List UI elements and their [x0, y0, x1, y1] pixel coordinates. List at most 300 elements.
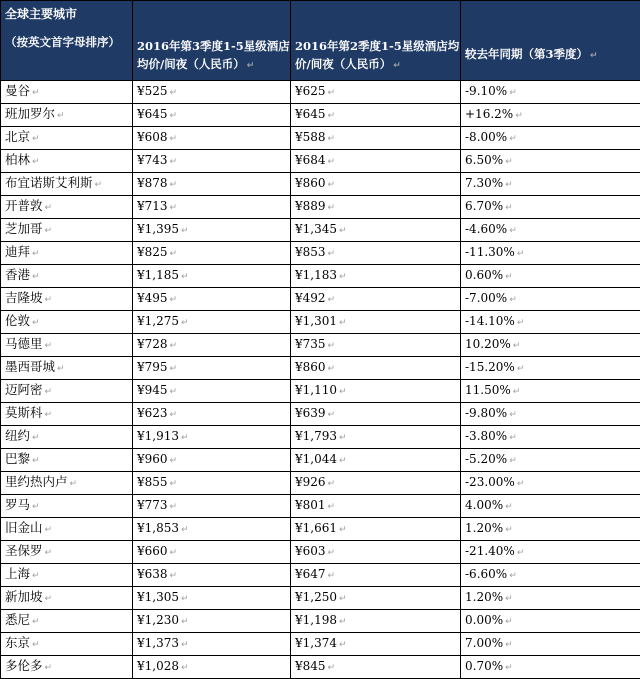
cell-q3-price	[133, 541, 291, 564]
paragraph-mark-icon: ↵	[170, 364, 178, 374]
header-q2-2016	[291, 1, 461, 81]
cell-q2-price	[291, 403, 461, 426]
cell-city-text: 上海	[5, 566, 30, 581]
cell-yoy-change-text: -7.00%	[465, 291, 507, 305]
cell-q2-price	[291, 380, 461, 403]
cell-yoy-change-text: 0.00%	[465, 613, 503, 627]
paragraph-mark-icon: ↵	[505, 272, 513, 282]
paragraph-mark-icon: ↵	[32, 640, 40, 650]
cell-city-text: 迪拜	[5, 244, 30, 259]
cell-q3-price-text: ¥1,028	[137, 659, 179, 673]
cell-city-text: 多伦多	[5, 658, 43, 673]
cell-q3-price	[133, 472, 291, 495]
paragraph-mark-icon: ↵	[339, 525, 347, 535]
cell-q3-price-text: ¥1,305	[137, 590, 179, 604]
cell-q3-price	[133, 426, 291, 449]
cell-city	[1, 472, 133, 495]
cell-q3-price	[133, 311, 291, 334]
paragraph-mark-icon: ↵	[339, 318, 347, 328]
paragraph-mark-icon: ↵	[328, 249, 336, 259]
cell-city	[1, 518, 133, 541]
paragraph-mark-icon: ↵	[32, 617, 40, 627]
paragraph-mark-icon: ↵	[170, 134, 178, 144]
cell-q2-price	[291, 334, 461, 357]
paragraph-mark-icon: ↵	[32, 88, 40, 98]
paragraph-mark-icon: ↵	[181, 226, 189, 236]
cell-city-text: 曼谷	[5, 83, 30, 98]
cell-q3-price-text: ¥608	[137, 130, 168, 144]
paragraph-mark-icon: ↵	[505, 525, 513, 535]
paragraph-mark-icon: ↵	[57, 364, 65, 374]
cell-city	[1, 380, 133, 403]
cell-yoy-change	[461, 518, 640, 541]
cell-q2-price-text: ¥1,793	[295, 429, 337, 443]
cell-yoy-change-text: 11.50%	[465, 383, 511, 397]
paragraph-mark-icon: ↵	[181, 525, 189, 535]
paragraph-mark-icon: ↵	[339, 226, 347, 236]
cell-q2-price-text: ¥801	[295, 498, 326, 512]
cell-q2-price-text: ¥926	[295, 475, 326, 489]
cell-q3-price-text: ¥1,373	[137, 636, 179, 650]
paragraph-mark-icon: ↵	[32, 318, 40, 328]
cell-q3-price	[133, 357, 291, 380]
cell-q3-price-text: ¥960	[137, 452, 168, 466]
cell-q2-price	[291, 150, 461, 173]
cell-q3-price	[133, 449, 291, 472]
paragraph-mark-icon: ↵	[170, 157, 178, 167]
paragraph-mark-icon: ↵	[170, 111, 178, 121]
cell-q2-price-text: ¥625	[295, 84, 326, 98]
header-city	[1, 1, 133, 81]
cell-q2-price-text: ¥1,183	[295, 268, 337, 282]
cell-yoy-change-text: 10.20%	[465, 337, 511, 351]
paragraph-mark-icon: ↵	[509, 88, 517, 98]
paragraph-mark-icon: ↵	[247, 61, 255, 71]
paragraph-mark-icon: ↵	[170, 203, 178, 213]
cell-q3-price	[133, 288, 291, 311]
cell-yoy-change-text: -4.60%	[465, 222, 507, 236]
cell-yoy-change	[461, 656, 640, 679]
cell-city-text: 罗马	[5, 497, 30, 512]
table-row	[1, 104, 640, 127]
paragraph-mark-icon: ↵	[328, 341, 336, 351]
cell-q3-price	[133, 610, 291, 633]
cell-yoy-change-text: +16.2%	[465, 107, 513, 121]
cell-city-text: 迈阿密	[5, 382, 43, 397]
cell-q2-price-text: ¥492	[295, 291, 326, 305]
cell-city	[1, 219, 133, 242]
paragraph-mark-icon: ↵	[328, 502, 336, 512]
cell-yoy-change	[461, 196, 640, 219]
cell-q3-price	[133, 173, 291, 196]
cell-city	[1, 265, 133, 288]
paragraph-mark-icon: ↵	[328, 157, 336, 167]
cell-city-text: 东京	[5, 635, 30, 650]
cell-q2-price-text: ¥639	[295, 406, 326, 420]
paragraph-mark-icon: ↵	[590, 51, 598, 61]
cell-q3-price	[133, 380, 291, 403]
paragraph-mark-icon: ↵	[339, 456, 347, 466]
paragraph-mark-icon: ↵	[170, 387, 178, 397]
cell-q3-price	[133, 633, 291, 656]
cell-q2-price	[291, 541, 461, 564]
cell-q3-price-text: ¥638	[137, 567, 168, 581]
cell-q3-price	[133, 104, 291, 127]
cell-city-text: 香港	[5, 267, 30, 282]
cell-city	[1, 242, 133, 265]
table-row	[1, 150, 640, 173]
paragraph-mark-icon: ↵	[328, 410, 336, 420]
paragraph-mark-icon: ↵	[45, 410, 53, 420]
cell-yoy-change-text: -23.00%	[465, 475, 515, 489]
cell-q3-price-text: ¥773	[137, 498, 168, 512]
cell-yoy-change-text: -6.60%	[465, 567, 507, 581]
cell-q2-price	[291, 311, 461, 334]
cell-q2-price-text: ¥860	[295, 360, 326, 374]
cell-city	[1, 541, 133, 564]
cell-yoy-change	[461, 127, 640, 150]
cell-yoy-change-text: 0.70%	[465, 659, 503, 673]
cell-city	[1, 173, 133, 196]
cell-q3-price	[133, 587, 291, 610]
paragraph-mark-icon: ↵	[513, 387, 521, 397]
table-row	[1, 311, 640, 334]
table-row	[1, 219, 640, 242]
cell-q3-price-text: ¥878	[137, 176, 168, 190]
cell-city	[1, 311, 133, 334]
cell-q3-price	[133, 219, 291, 242]
paragraph-mark-icon: ↵	[170, 341, 178, 351]
table-row	[1, 449, 640, 472]
cell-q3-price	[133, 265, 291, 288]
cell-city	[1, 196, 133, 219]
cell-q2-price	[291, 242, 461, 265]
cell-yoy-change	[461, 541, 640, 564]
paragraph-mark-icon: ↵	[45, 387, 53, 397]
cell-city-text: 旧金山	[5, 520, 43, 535]
paragraph-mark-icon: ↵	[32, 433, 40, 443]
paragraph-mark-icon: ↵	[505, 203, 513, 213]
cell-city-text: 马德里	[5, 336, 43, 351]
paragraph-mark-icon: ↵	[181, 617, 189, 627]
table-row	[1, 242, 640, 265]
cell-q2-price	[291, 610, 461, 633]
cell-q2-price-text: ¥1,661	[295, 521, 337, 535]
cell-q2-price	[291, 196, 461, 219]
cell-yoy-change	[461, 449, 640, 472]
cell-yoy-change-text: 7.30%	[465, 176, 503, 190]
paragraph-mark-icon: ↵	[328, 548, 336, 558]
cell-city-text: 布宜诺斯艾利斯	[5, 175, 93, 190]
cell-yoy-change-text: 0.60%	[465, 268, 503, 282]
cell-city-text: 悉尼	[5, 612, 30, 627]
table-row	[1, 127, 640, 150]
cell-city-text: 班加罗尔	[5, 106, 55, 121]
cell-city	[1, 104, 133, 127]
table-row	[1, 196, 640, 219]
cell-q2-price	[291, 357, 461, 380]
cell-yoy-change-text: -14.10%	[465, 314, 515, 328]
cell-q2-price-text: ¥853	[295, 245, 326, 259]
paragraph-mark-icon: ↵	[517, 318, 525, 328]
paragraph-mark-icon: ↵	[328, 180, 336, 190]
cell-yoy-change-text: -9.80%	[465, 406, 507, 420]
cell-q3-price-text: ¥1,395	[137, 222, 179, 236]
cell-q2-price-text: ¥1,374	[295, 636, 337, 650]
cell-yoy-change	[461, 587, 640, 610]
cell-city	[1, 587, 133, 610]
paragraph-mark-icon: ↵	[32, 272, 40, 282]
table-row	[1, 426, 640, 449]
cell-q2-price	[291, 564, 461, 587]
cell-q3-price	[133, 150, 291, 173]
cell-yoy-change-text: -11.30%	[465, 245, 515, 259]
paragraph-mark-icon: ↵	[170, 295, 178, 305]
cell-q3-price-text: ¥855	[137, 475, 168, 489]
paragraph-mark-icon: ↵	[45, 203, 53, 213]
paragraph-mark-icon: ↵	[32, 571, 40, 581]
header-city-sort-note: （按英文首字母排序）	[5, 33, 132, 51]
cell-yoy-change	[461, 311, 640, 334]
cell-yoy-change	[461, 150, 640, 173]
cell-yoy-change	[461, 426, 640, 449]
paragraph-mark-icon: ↵	[170, 479, 178, 489]
paragraph-mark-icon: ↵	[95, 180, 103, 190]
table-row	[1, 265, 640, 288]
cell-q2-price	[291, 656, 461, 679]
cell-q3-price	[133, 564, 291, 587]
cell-q3-price-text: ¥945	[137, 383, 168, 397]
table-row	[1, 610, 640, 633]
cell-q2-price	[291, 104, 461, 127]
cell-yoy-change-text: 6.50%	[465, 153, 503, 167]
cell-yoy-change	[461, 357, 640, 380]
cell-q2-price	[291, 288, 461, 311]
cell-q2-price	[291, 449, 461, 472]
cell-yoy-change	[461, 288, 640, 311]
paragraph-mark-icon: ↵	[181, 640, 189, 650]
paragraph-mark-icon: ↵	[509, 295, 517, 305]
cell-yoy-change-text: 4.00%	[465, 498, 503, 512]
cell-city-text: 墨西哥城	[5, 359, 55, 374]
paragraph-mark-icon: ↵	[517, 249, 525, 259]
cell-city	[1, 81, 133, 104]
cell-city	[1, 449, 133, 472]
paragraph-mark-icon: ↵	[505, 180, 513, 190]
table-row	[1, 173, 640, 196]
paragraph-mark-icon: ↵	[328, 364, 336, 374]
paragraph-mark-icon: ↵	[170, 249, 178, 259]
paragraph-mark-icon: ↵	[339, 433, 347, 443]
cell-yoy-change	[461, 242, 640, 265]
cell-q3-price-text: ¥1,913	[137, 429, 179, 443]
paragraph-mark-icon: ↵	[32, 456, 40, 466]
cell-q3-price	[133, 242, 291, 265]
paragraph-mark-icon: ↵	[505, 640, 513, 650]
cell-q3-price-text: ¥1,853	[137, 521, 179, 535]
table-row	[1, 541, 640, 564]
cell-q2-price	[291, 472, 461, 495]
cell-q2-price-text: ¥1,198	[295, 613, 337, 627]
paragraph-mark-icon: ↵	[170, 502, 178, 512]
paragraph-mark-icon: ↵	[339, 594, 347, 604]
paragraph-mark-icon: ↵	[181, 318, 189, 328]
paragraph-mark-icon: ↵	[181, 272, 189, 282]
cell-q3-price	[133, 334, 291, 357]
paragraph-mark-icon: ↵	[57, 111, 65, 121]
paragraph-mark-icon: ↵	[181, 663, 189, 673]
paragraph-mark-icon: ↵	[517, 479, 525, 489]
paragraph-mark-icon: ↵	[328, 134, 336, 144]
cell-yoy-change	[461, 610, 640, 633]
cell-q3-price-text: ¥1,230	[137, 613, 179, 627]
paragraph-mark-icon: ↵	[45, 226, 53, 236]
header-yoy-text: 较去年同期（第3季度）	[465, 47, 588, 61]
cell-yoy-change-text: 7.00%	[465, 636, 503, 650]
cell-city-text: 北京	[5, 129, 30, 144]
cell-q3-price	[133, 196, 291, 219]
cell-city	[1, 334, 133, 357]
cell-city	[1, 495, 133, 518]
paragraph-mark-icon: ↵	[32, 502, 40, 512]
cell-yoy-change	[461, 173, 640, 196]
cell-city	[1, 426, 133, 449]
cell-q3-price	[133, 495, 291, 518]
paragraph-mark-icon: ↵	[509, 134, 517, 144]
cell-city	[1, 656, 133, 679]
paragraph-mark-icon: ↵	[181, 594, 189, 604]
cell-q2-price	[291, 495, 461, 518]
table-row	[1, 518, 640, 541]
cell-q3-price	[133, 127, 291, 150]
table-row	[1, 81, 640, 104]
cell-q2-price-text: ¥645	[295, 107, 326, 121]
cell-q2-price-text: ¥860	[295, 176, 326, 190]
table-row	[1, 380, 640, 403]
cell-yoy-change	[461, 633, 640, 656]
cell-yoy-change-text: 1.20%	[465, 590, 503, 604]
paragraph-mark-icon: ↵	[45, 663, 53, 673]
table-row	[1, 587, 640, 610]
cell-q3-price-text: ¥623	[137, 406, 168, 420]
paragraph-mark-icon: ↵	[32, 134, 40, 144]
paragraph-mark-icon: ↵	[45, 341, 53, 351]
cell-city	[1, 150, 133, 173]
table-row	[1, 656, 640, 679]
paragraph-mark-icon: ↵	[45, 525, 53, 535]
cell-yoy-change	[461, 472, 640, 495]
paragraph-mark-icon: ↵	[170, 88, 178, 98]
cell-q2-price-text: ¥588	[295, 130, 326, 144]
cell-q3-price	[133, 81, 291, 104]
cell-q3-price	[133, 656, 291, 679]
table-row	[1, 357, 640, 380]
cell-q3-price-text: ¥795	[137, 360, 168, 374]
paragraph-mark-icon: ↵	[515, 111, 523, 121]
cell-q2-price-text: ¥1,301	[295, 314, 337, 328]
cell-q3-price-text: ¥825	[137, 245, 168, 259]
paragraph-mark-icon: ↵	[505, 594, 513, 604]
table-row	[1, 334, 640, 357]
cell-city	[1, 288, 133, 311]
cell-yoy-change	[461, 219, 640, 242]
paragraph-mark-icon: ↵	[170, 180, 178, 190]
cell-city-text: 巴黎	[5, 451, 30, 466]
paragraph-mark-icon: ↵	[328, 88, 336, 98]
paragraph-mark-icon: ↵	[328, 479, 336, 489]
cell-city	[1, 633, 133, 656]
cell-q2-price	[291, 81, 461, 104]
paragraph-mark-icon: ↵	[170, 548, 178, 558]
table-row	[1, 564, 640, 587]
cell-q2-price-text: ¥1,044	[295, 452, 337, 466]
header-q3-2016-text: 2016年第3季度1-5星级酒店均价/间夜（人民币）	[137, 39, 290, 71]
paragraph-mark-icon: ↵	[505, 617, 513, 627]
paragraph-mark-icon: ↵	[509, 226, 517, 236]
table-body	[1, 81, 640, 679]
cell-q3-price	[133, 518, 291, 541]
cell-yoy-change-text: -15.20%	[465, 360, 515, 374]
cell-yoy-change	[461, 81, 640, 104]
cell-yoy-change	[461, 380, 640, 403]
paragraph-mark-icon: ↵	[339, 272, 347, 282]
cell-q3-price-text: ¥1,275	[137, 314, 179, 328]
paragraph-mark-icon: ↵	[393, 61, 401, 71]
cell-city-text: 圣保罗	[5, 543, 43, 558]
cell-city-text: 芝加哥	[5, 221, 43, 236]
cell-city	[1, 564, 133, 587]
paragraph-mark-icon: ↵	[45, 594, 53, 604]
cell-q3-price-text: ¥660	[137, 544, 168, 558]
cell-yoy-change	[461, 334, 640, 357]
paragraph-mark-icon: ↵	[328, 295, 336, 305]
paragraph-mark-icon: ↵	[32, 249, 40, 259]
paragraph-mark-icon: ↵	[70, 479, 78, 489]
cell-q2-price-text: ¥845	[295, 659, 326, 673]
paragraph-mark-icon: ↵	[45, 548, 53, 558]
cell-yoy-change-text: -21.40%	[465, 544, 515, 558]
cell-yoy-change	[461, 104, 640, 127]
cell-q3-price-text: ¥743	[137, 153, 168, 167]
paragraph-mark-icon: ↵	[328, 111, 336, 121]
paragraph-mark-icon: ↵	[505, 157, 513, 167]
table-row	[1, 633, 640, 656]
cell-q2-price-text: ¥684	[295, 153, 326, 167]
cell-yoy-change-text: -5.20%	[465, 452, 507, 466]
cell-q2-price-text: ¥889	[295, 199, 326, 213]
paragraph-mark-icon: ↵	[328, 663, 336, 673]
cell-yoy-change-text: -3.80%	[465, 429, 507, 443]
paragraph-mark-icon: ↵	[170, 571, 178, 581]
cell-q2-price	[291, 127, 461, 150]
cell-q2-price-text: ¥1,250	[295, 590, 337, 604]
header-row	[1, 1, 640, 81]
cell-q2-price	[291, 265, 461, 288]
cell-city-text: 开普敦	[5, 198, 43, 213]
paragraph-mark-icon: ↵	[328, 203, 336, 213]
table-row	[1, 495, 640, 518]
table-row	[1, 288, 640, 311]
cell-q2-price-text: ¥647	[295, 567, 326, 581]
cell-yoy-change-text: 6.70%	[465, 199, 503, 213]
cell-q3-price-text: ¥495	[137, 291, 168, 305]
cell-city-text: 莫斯科	[5, 405, 43, 420]
cell-q3-price-text: ¥1,185	[137, 268, 179, 282]
cell-city	[1, 403, 133, 426]
cell-q2-price	[291, 633, 461, 656]
cell-city-text: 柏林	[5, 152, 30, 167]
cell-yoy-change	[461, 564, 640, 587]
